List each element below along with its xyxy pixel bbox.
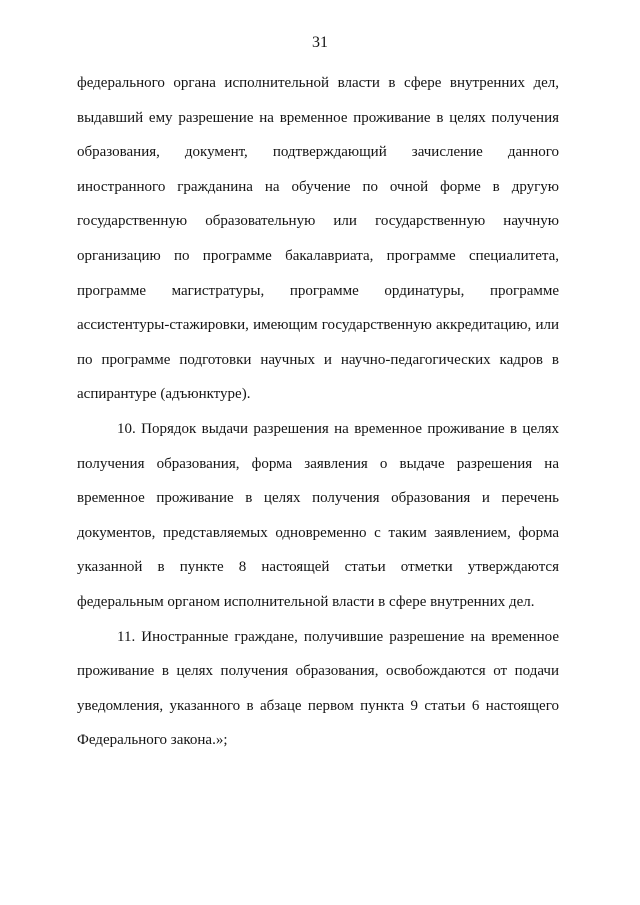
document-body <box>77 66 559 758</box>
paragraph-item-11: 11. Иностранные граждане, получившие разрешение на временное проживание в целях получения образования, освобождаются от подачи уведомления, указанного в абзаце первом пункта 9 статьи 6 настоящего Федерального закона.»; <box>77 628 559 749</box>
paragraph-item-10: 10. Порядок выдачи разрешения на временное проживание в целях получения образования, форма заявления о выдаче разрешения на временное проживание в целях получения образования и перечень документов, представляемых одновременно с таким заявлением, форма указанной в пункте 8 настоящей статьи отметки утверждаются федеральным органом исполнительной власти в сфере внутренних дел. <box>77 420 559 610</box>
paragraph-continuation: федерального органа исполнительной власти в сфере внутренних дел, выдавший ему разрешение на временное проживание в целях получения образования, документ, подтверждающий зачисление данного иностранного гражданина на обучение по очной форме в другую государственную образовательную или государственную научную организацию по программе бакалавриата, программе специалитета, программе магистратуры, программе ординатуры, программе ассистентуры-стажировки, имеющим государственную аккредитацию, или по программе подготовки научных и научно-педагогических кадров в аспирантуре (адъюнктуре). <box>77 75 559 403</box>
page-number: 31 <box>312 34 328 51</box>
